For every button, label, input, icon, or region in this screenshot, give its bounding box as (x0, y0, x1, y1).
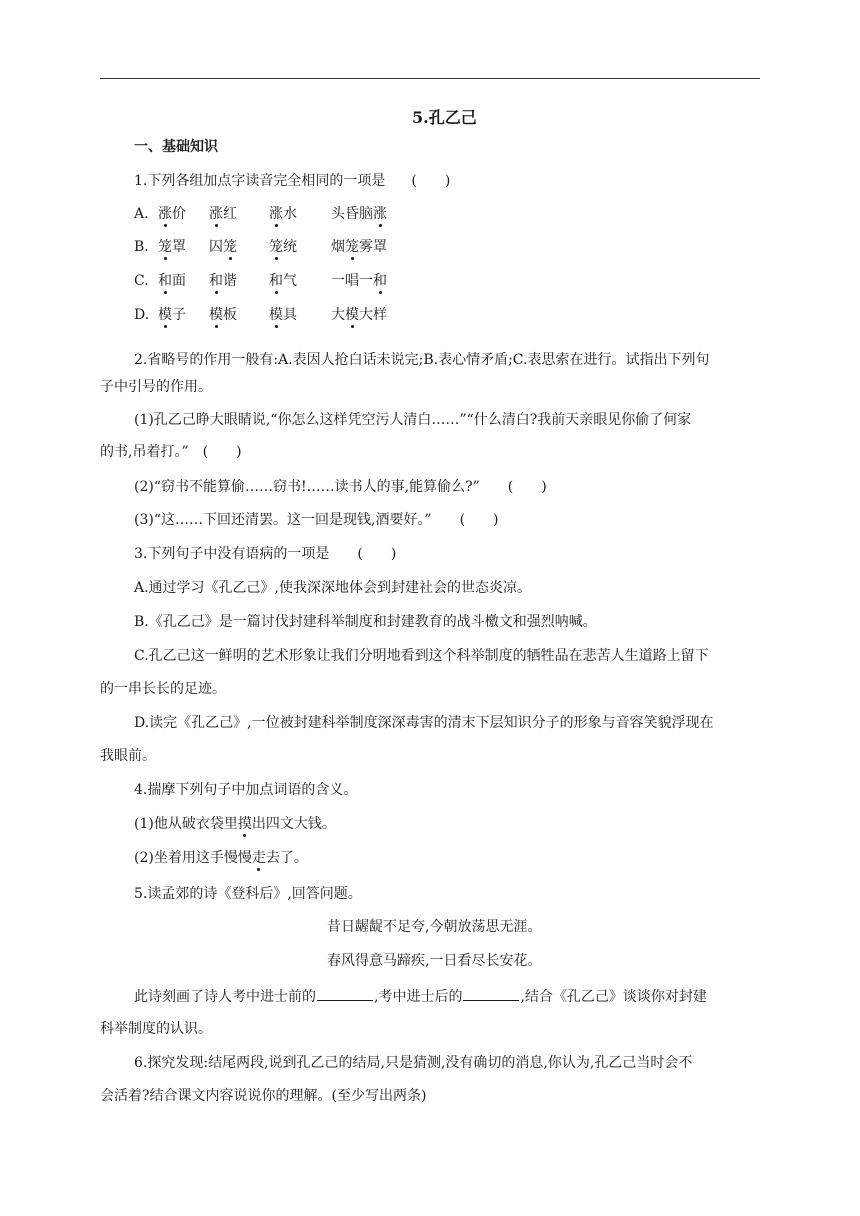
q3-option-d2: 我眼前。 (100, 748, 156, 764)
q5-p1c: ,结合《孔乙己》谈谈你对封建 (520, 989, 707, 1005)
header-rule (100, 78, 760, 79)
word-part: 价 (172, 206, 186, 222)
q2-line2: 子中引号的作用。 (100, 379, 212, 395)
q1-option-word (269, 237, 297, 257)
dotted-char: 模 (269, 307, 283, 323)
word-part: 面 (172, 273, 186, 289)
q4-sentence-1 (134, 814, 336, 834)
dotted-char: 笼 (158, 239, 172, 255)
word-part: 罩 (172, 239, 186, 255)
dotted-char: 模 (158, 307, 172, 323)
q1-option-label: A. (134, 206, 149, 222)
q3-option-a: A.通过学习《孔乙己》,使我深深地体会到封建社会的世态炎凉。 (134, 580, 532, 596)
q3-option-c1: C.孔乙己这一鲜明的艺术形象让我们分明地看到这个科举制度的牺牲品在悲苦人生道路上留下 (134, 648, 709, 664)
q2-s1b: 的书,吊着打。” ( ) (100, 444, 242, 460)
q6-line1: 6.探究发现:结尾两段,说到孔乙己的结局,只是猜测,没有确切的消息,你认为,孔乙己当时会不 (134, 1055, 693, 1071)
q1-option-label: D. (134, 307, 150, 323)
dotted-char: 和 (158, 273, 172, 289)
word-part: 气 (283, 273, 297, 289)
q2-s1a: (1)孔乙己睁大眼睛说,“你怎么这样凭空污人清白……”“什么清白?我前天亲眼见你偷了何家 (134, 412, 692, 428)
q4-s2-pre: (2)坐着用这手慢慢 (134, 850, 252, 866)
q1-option-word (269, 204, 297, 224)
dotted-char: 和 (269, 273, 283, 289)
q5-prompt-line2: 科举制度的认识。 (100, 1021, 212, 1037)
q3-option-d1: D.读完《孔乙己》,一位被封建科举制度深深毒害的清末下层知识分子的形象与音容笑貌浮现在 (134, 715, 714, 731)
q1-option-word (331, 204, 387, 224)
dotted-char: 笼 (269, 239, 283, 255)
poem-line-1: 昔日龌龊不足夸,今朝放荡思无涯。 (327, 919, 542, 935)
word-part: 烟 (331, 239, 345, 255)
dotted-char: 模 (209, 307, 223, 323)
word-part: 红 (223, 206, 237, 222)
q1-stem-text: 1.下列各组加点字读音完全相同的一项是 (134, 173, 386, 189)
dotted-char: 涨 (158, 206, 172, 222)
word-part: 囚 (209, 239, 223, 255)
q2-s3: (3)“这……下回还清罢。这一回是现钱,酒要好。” ( ) (134, 512, 499, 528)
q1-option-word (209, 237, 237, 257)
dotted-char: 和 (373, 273, 387, 289)
q1-option-label: B. (134, 239, 149, 255)
q1-answer-paren: ( ) (411, 173, 451, 189)
q1-option-word (209, 305, 237, 325)
q4-s1-post: 出四文大钱。 (251, 816, 336, 832)
q1-option-word (331, 305, 387, 325)
dotted-char: 笼 (345, 239, 359, 255)
section-heading: 一、基础知识 (134, 139, 218, 155)
dotted-char: 笼 (223, 239, 237, 255)
dotted-char: 和 (209, 273, 223, 289)
word-part: 大样 (359, 307, 387, 323)
q1-option-word (269, 305, 297, 325)
q4-s1-pre: (1)他从破衣袋里 (134, 816, 238, 832)
q4-sentence-2 (134, 848, 308, 868)
q2-s2: (2)“窃书不能算偷……窃书!……读书人的事,能算偷么?” ( ) (134, 479, 547, 495)
dotted-char: 涨 (373, 206, 387, 222)
q4-s2-post: 去了。 (265, 850, 308, 866)
q5-stem: 5.读孟郊的诗《登科后》,回答问题。 (134, 886, 362, 902)
q4-s2-dotted-word: 走 (251, 850, 266, 866)
word-part: 大 (331, 307, 345, 323)
word-part: 谐 (223, 273, 237, 289)
q5-prompt-line1 (134, 985, 707, 1007)
q1-stem (134, 171, 450, 191)
q1-option-word (158, 305, 186, 325)
page-title: 5.孔乙己 (412, 108, 477, 127)
q1-option-word (209, 271, 237, 291)
word-part: 水 (283, 206, 297, 222)
q1-option-label: C. (134, 273, 149, 289)
q5-p1a: 此诗刻画了诗人考中进士前的 (134, 989, 316, 1005)
q1-option-word (331, 237, 387, 257)
q1-option-word (331, 271, 387, 291)
word-part: 雾罩 (359, 239, 387, 255)
answer-blank-1[interactable] (317, 985, 373, 1001)
q1-option-word (269, 271, 297, 291)
q4-stem: 4.揣摩下列句子中加点词语的含义。 (134, 782, 358, 798)
q3-option-c2: 的一串长长的足迹。 (100, 681, 226, 697)
dotted-char: 涨 (209, 206, 223, 222)
q1-option-word (158, 204, 186, 224)
word-part: 板 (223, 307, 237, 323)
q6-line2: 会活着?结合课文内容说说你的理解。(至少写出两条) (100, 1088, 427, 1104)
answer-blank-2[interactable] (463, 985, 519, 1001)
q1-option-word (158, 237, 186, 257)
q2-line1: 2.省略号的作用一般有:A.表因人抢白话未说完;B.表心情矛盾;C.表思索在进行。试指出下列句 (134, 352, 710, 368)
dotted-char: 涨 (269, 206, 283, 222)
q5-p1b: ,考中进士后的 (374, 989, 463, 1005)
q1-option-word (209, 204, 237, 224)
q4-s1-dotted-word: 摸 (237, 816, 252, 832)
q3-stem: 3.下列句子中没有语病的一项是 ( ) (134, 546, 397, 562)
word-part: 统 (283, 239, 297, 255)
dotted-char: 模 (345, 307, 359, 323)
poem-line-2: 春风得意马蹄疾,一日看尽长安花。 (327, 953, 542, 969)
word-part: 一唱一 (331, 273, 373, 289)
word-part: 头昏脑 (331, 206, 373, 222)
word-part: 具 (283, 307, 297, 323)
q1-option-word (158, 271, 186, 291)
word-part: 子 (172, 307, 186, 323)
q3-option-b: B.《孔乙己》是一篇讨伐封建科举制度和封建教育的战斗檄文和强烈呐喊。 (134, 614, 597, 630)
